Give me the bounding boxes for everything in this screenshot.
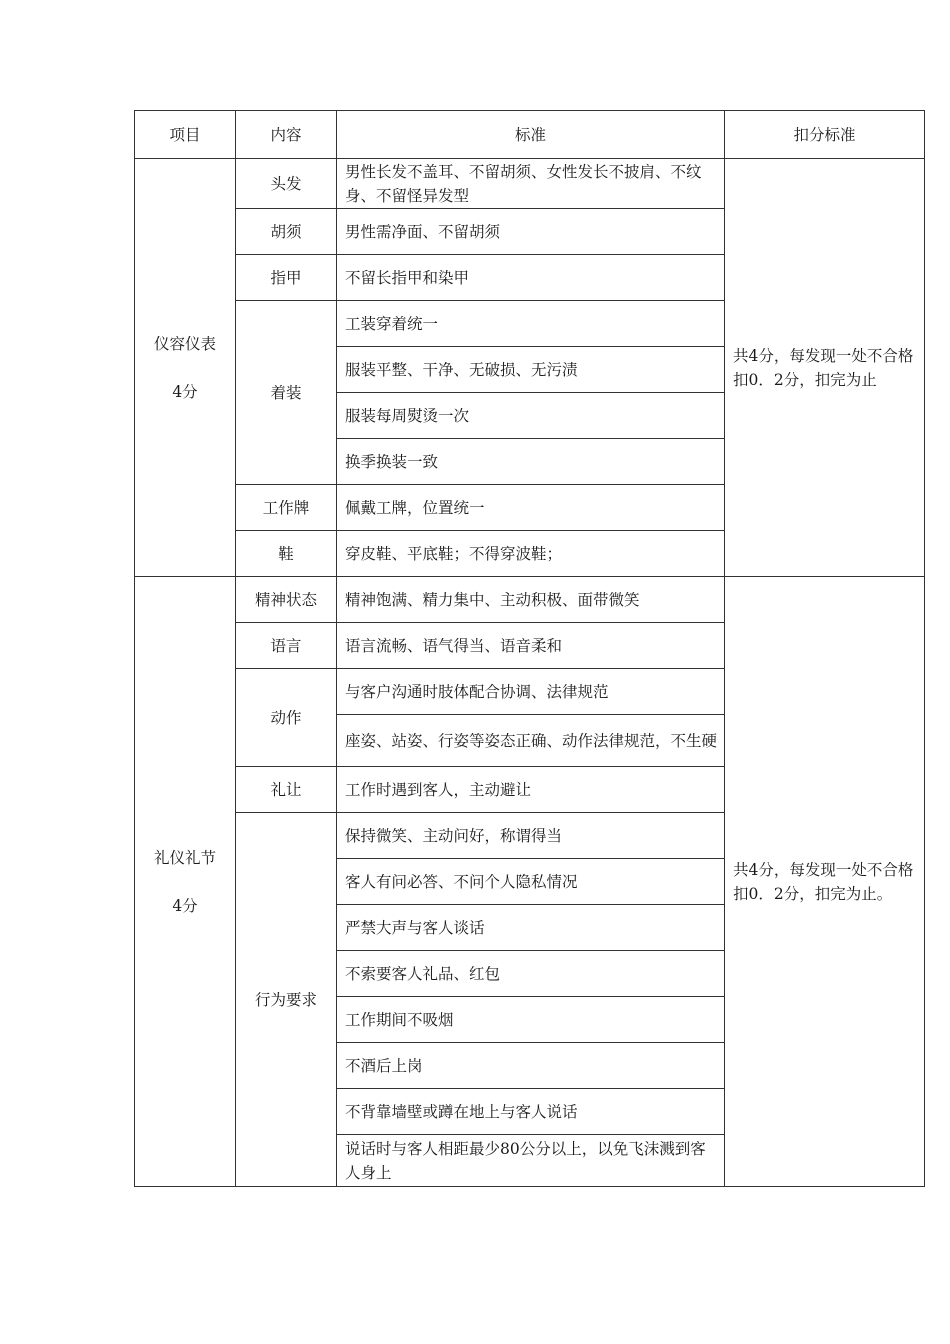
standard-cell: 不索要客人礼品、红包 (337, 951, 725, 997)
content-cell: 动作 (236, 669, 337, 767)
item-name: 仪容仪表 (153, 334, 216, 353)
content-cell: 胡须 (236, 209, 337, 255)
header-standard: 标准 (337, 111, 725, 159)
assessment-table (134, 110, 925, 1187)
standard-cell: 不酒后上岗 (337, 1043, 725, 1089)
standard-cell: 保持微笑、主动问好，称谓得当 (337, 813, 725, 859)
standard-cell: 与客户沟通时肢体配合协调、法律规范 (337, 669, 725, 715)
header-content: 内容 (236, 111, 337, 159)
item-score: 4分 (172, 896, 198, 915)
standard-cell: 换季换装一致 (337, 439, 725, 485)
standard-cell: 座姿、站姿、行姿等姿态正确、动作法律规范，不生硬 (337, 715, 725, 767)
table-row (135, 577, 925, 623)
content-cell: 着装 (236, 301, 337, 485)
content-cell: 语言 (236, 623, 337, 669)
standard-cell: 精神饱满、精力集中、主动积极、面带微笑 (337, 577, 725, 623)
standard-cell: 严禁大声与客人谈话 (337, 905, 725, 951)
standard-cell: 说话时与客人相距最少80公分以上，以免飞沫溅到客人身上 (337, 1135, 725, 1187)
deduction-cell: 共4分，每发现一处不合格扣0．2分，扣完为止。 (725, 577, 925, 1187)
standard-cell: 穿皮鞋、平底鞋；不得穿波鞋； (337, 531, 725, 577)
item-cell (135, 577, 236, 1187)
item-score: 4分 (172, 382, 198, 401)
content-cell: 指甲 (236, 255, 337, 301)
standard-cell: 语言流畅、语气得当、语音柔和 (337, 623, 725, 669)
item-cell (135, 159, 236, 577)
standard-cell: 工作时遇到客人，主动避让 (337, 767, 725, 813)
header-deduction: 扣分标准 (725, 111, 925, 159)
standard-cell: 不背靠墙壁或蹲在地上与客人说话 (337, 1089, 725, 1135)
content-cell: 头发 (236, 159, 337, 209)
standard-cell: 服装平整、干净、无破损、无污渍 (337, 347, 725, 393)
standard-cell: 男性需净面、不留胡须 (337, 209, 725, 255)
standard-cell: 服装每周熨烫一次 (337, 393, 725, 439)
standard-cell: 客人有问必答、不问个人隐私情况 (337, 859, 725, 905)
standard-cell: 工作期间不吸烟 (337, 997, 725, 1043)
content-cell: 精神状态 (236, 577, 337, 623)
content-cell: 工作牌 (236, 485, 337, 531)
table-row (135, 159, 925, 209)
standard-cell: 男性长发不盖耳、不留胡须、女性发长不披肩、不纹身、不留怪异发型 (337, 159, 725, 209)
content-cell: 鞋 (236, 531, 337, 577)
standard-cell: 不留长指甲和染甲 (337, 255, 725, 301)
standard-cell: 工装穿着统一 (337, 301, 725, 347)
content-cell: 礼让 (236, 767, 337, 813)
item-name: 礼仪礼节 (153, 848, 216, 867)
header-row (135, 111, 925, 159)
content-cell: 行为要求 (236, 813, 337, 1187)
header-item: 项目 (135, 111, 236, 159)
standard-cell: 佩戴工牌，位置统一 (337, 485, 725, 531)
deduction-cell: 共4分，每发现一处不合格扣0．2分，扣完为止 (725, 159, 925, 577)
